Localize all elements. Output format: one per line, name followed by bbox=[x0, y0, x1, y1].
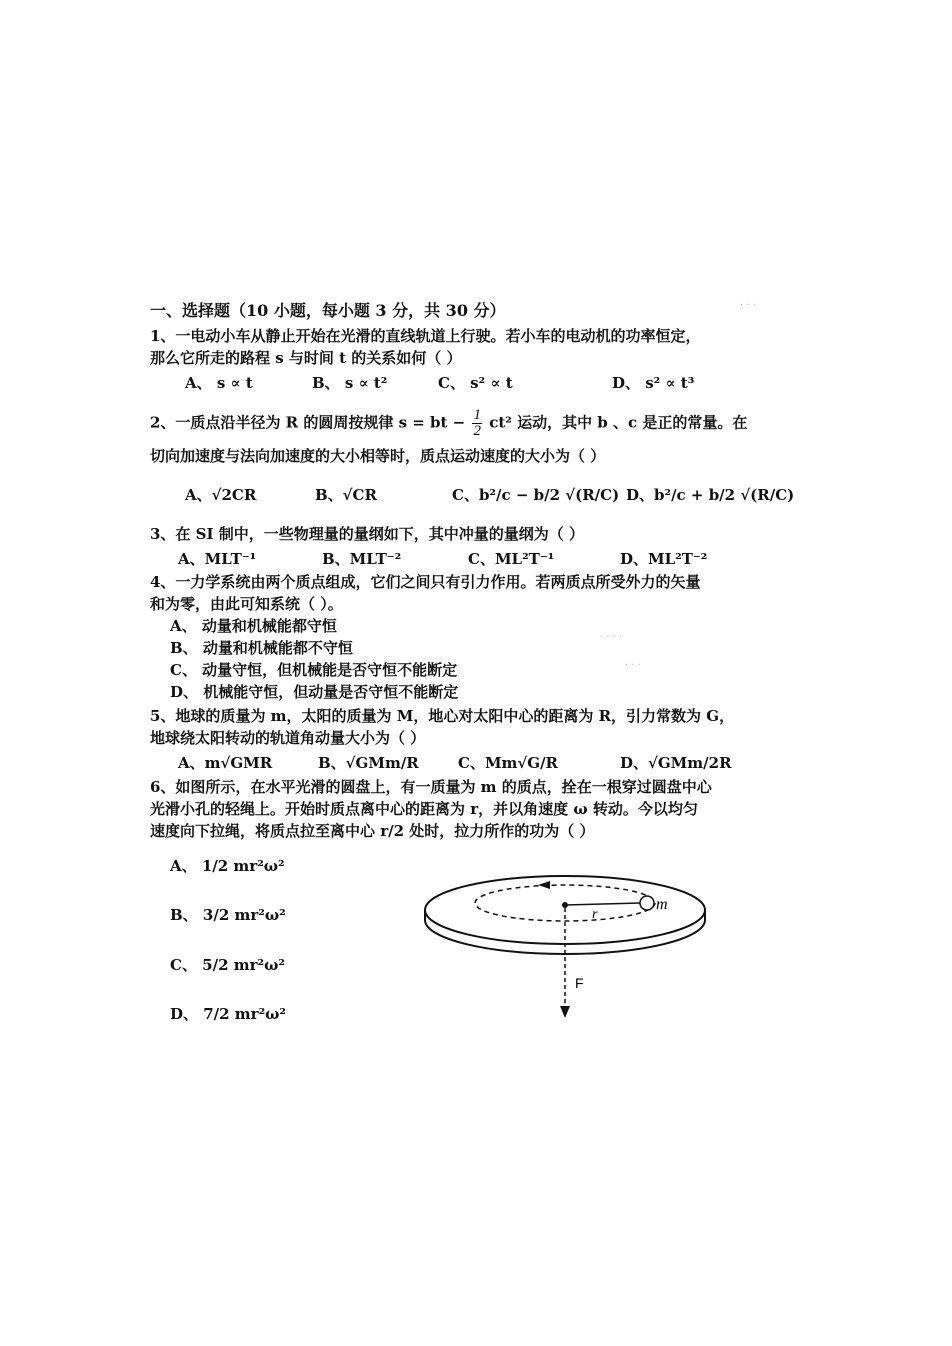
q3-option-d: D、ML²T⁻² bbox=[620, 550, 708, 568]
q4-line2: 和为零，由此可知系统（ ）。 bbox=[150, 595, 343, 613]
q5-line1: 5、地球的质量为 m，太阳的质量为 M，地心对太阳中心的距离为 R，引力常数为 G， bbox=[150, 707, 735, 725]
q2-option-a: A、√2CR bbox=[185, 486, 257, 504]
q5-option-d: D、√GMm/2R bbox=[620, 754, 732, 772]
q1-line1: 1、一电动小车从静止开始在光滑的直线轨道上行驶。若小车的电动机的功率恒定， bbox=[150, 327, 701, 345]
q1-option-b: B、 s ∝ t² bbox=[312, 374, 388, 392]
q2-line1-a: 2、一质点沿半径为 R 的圆周按规律 s = bt − bbox=[150, 413, 466, 432]
q3-line1: 3、在 SI 制中，一些物理量的量纲如下，其中冲量的量纲为（ ） bbox=[150, 525, 584, 543]
q2-line1-b: ct² 运动，其中 b 、c 是正的常量。在 bbox=[489, 413, 748, 432]
q3-option-c: C、ML²T⁻¹ bbox=[468, 550, 555, 568]
q1-line2: 那么它所走的路程 s 与时间 t 的关系如何（ ） bbox=[150, 349, 462, 367]
q1-option-a: A、 s ∝ t bbox=[185, 374, 253, 392]
q2-option-b: B、√CR bbox=[315, 486, 377, 504]
q3-option-a: A、MLT⁻¹ bbox=[178, 550, 257, 568]
q5-option-a: A、m√GMR bbox=[178, 754, 273, 772]
force-arrow bbox=[560, 1006, 570, 1018]
q4-line1: 4、一力学系统由两个质点组成，它们之间只有引力作用。若两质点所受外力的矢量 bbox=[150, 573, 701, 591]
q2-option-c: C、b²/c − b/2 √(R/C) bbox=[452, 486, 620, 504]
q1-option-d: D、 s² ∝ t³ bbox=[612, 374, 695, 392]
q4-option-a: A、 动量和机械能都守恒 bbox=[170, 617, 337, 635]
q6-option-a: A、 1/2 mr²ω² bbox=[170, 857, 285, 875]
q5-option-c: C、Mm√G/R bbox=[458, 754, 559, 772]
q6-option-d: D、 7/2 mr²ω² bbox=[170, 1005, 287, 1023]
disc-figure bbox=[420, 858, 710, 1028]
mass-label: m bbox=[656, 896, 668, 913]
mass-point bbox=[640, 896, 654, 910]
q3-option-b: B、MLT⁻² bbox=[322, 550, 402, 568]
q2-line1 bbox=[150, 408, 747, 439]
q4-option-d: D、 机械能守恒，但动量是否守恒不能断定 bbox=[170, 683, 459, 701]
q4-option-b: B、 动量和机械能都不守恒 bbox=[170, 639, 353, 657]
radius-label: r bbox=[592, 907, 598, 922]
q5-line2: 地球绕太阳转动的轨道角动量大小为（ ） bbox=[150, 729, 426, 747]
section-title: 一、选择题（10 小题，每小题 3 分，共 30 分） bbox=[150, 301, 506, 320]
q4-option-c: C、 动量守恒，但机械能是否守恒不能断定 bbox=[170, 661, 458, 679]
q5-option-b: B、√GMm/R bbox=[318, 754, 419, 772]
scan-speck: · · · · bbox=[600, 632, 623, 643]
q6-line1: 6、如图所示，在水平光滑的圆盘上，有一质量为 m 的质点，拴在一根穿过圆盘中心 bbox=[150, 778, 712, 796]
scan-speck: · · · bbox=[740, 300, 756, 311]
q6-line3: 速度向下拉绳，将质点拉至离中心 r/2 处时，拉力所作的功为（ ） bbox=[150, 822, 595, 840]
q6-option-c: C、 5/2 mr²ω² bbox=[170, 956, 285, 974]
force-label: F bbox=[575, 975, 584, 991]
q6-line2: 光滑小孔的轻绳上。开始时质点离中心的距离为 r，并以角速度 ω 转动。今以均匀 bbox=[150, 800, 698, 818]
q6-option-b: B、 3/2 mr²ω² bbox=[170, 906, 286, 924]
q2-option-d: D、b²/c + b/2 √(R/C) bbox=[626, 486, 795, 504]
q2-line2: 切向加速度与法向加速度的大小相等时，质点运动速度的大小为（ ） bbox=[150, 447, 606, 465]
q2-half-fraction: $\frac{1}{2}$ bbox=[473, 407, 481, 439]
scan-speck: · · · bbox=[625, 660, 641, 671]
q1-option-c: C、 s² ∝ t bbox=[438, 374, 513, 392]
